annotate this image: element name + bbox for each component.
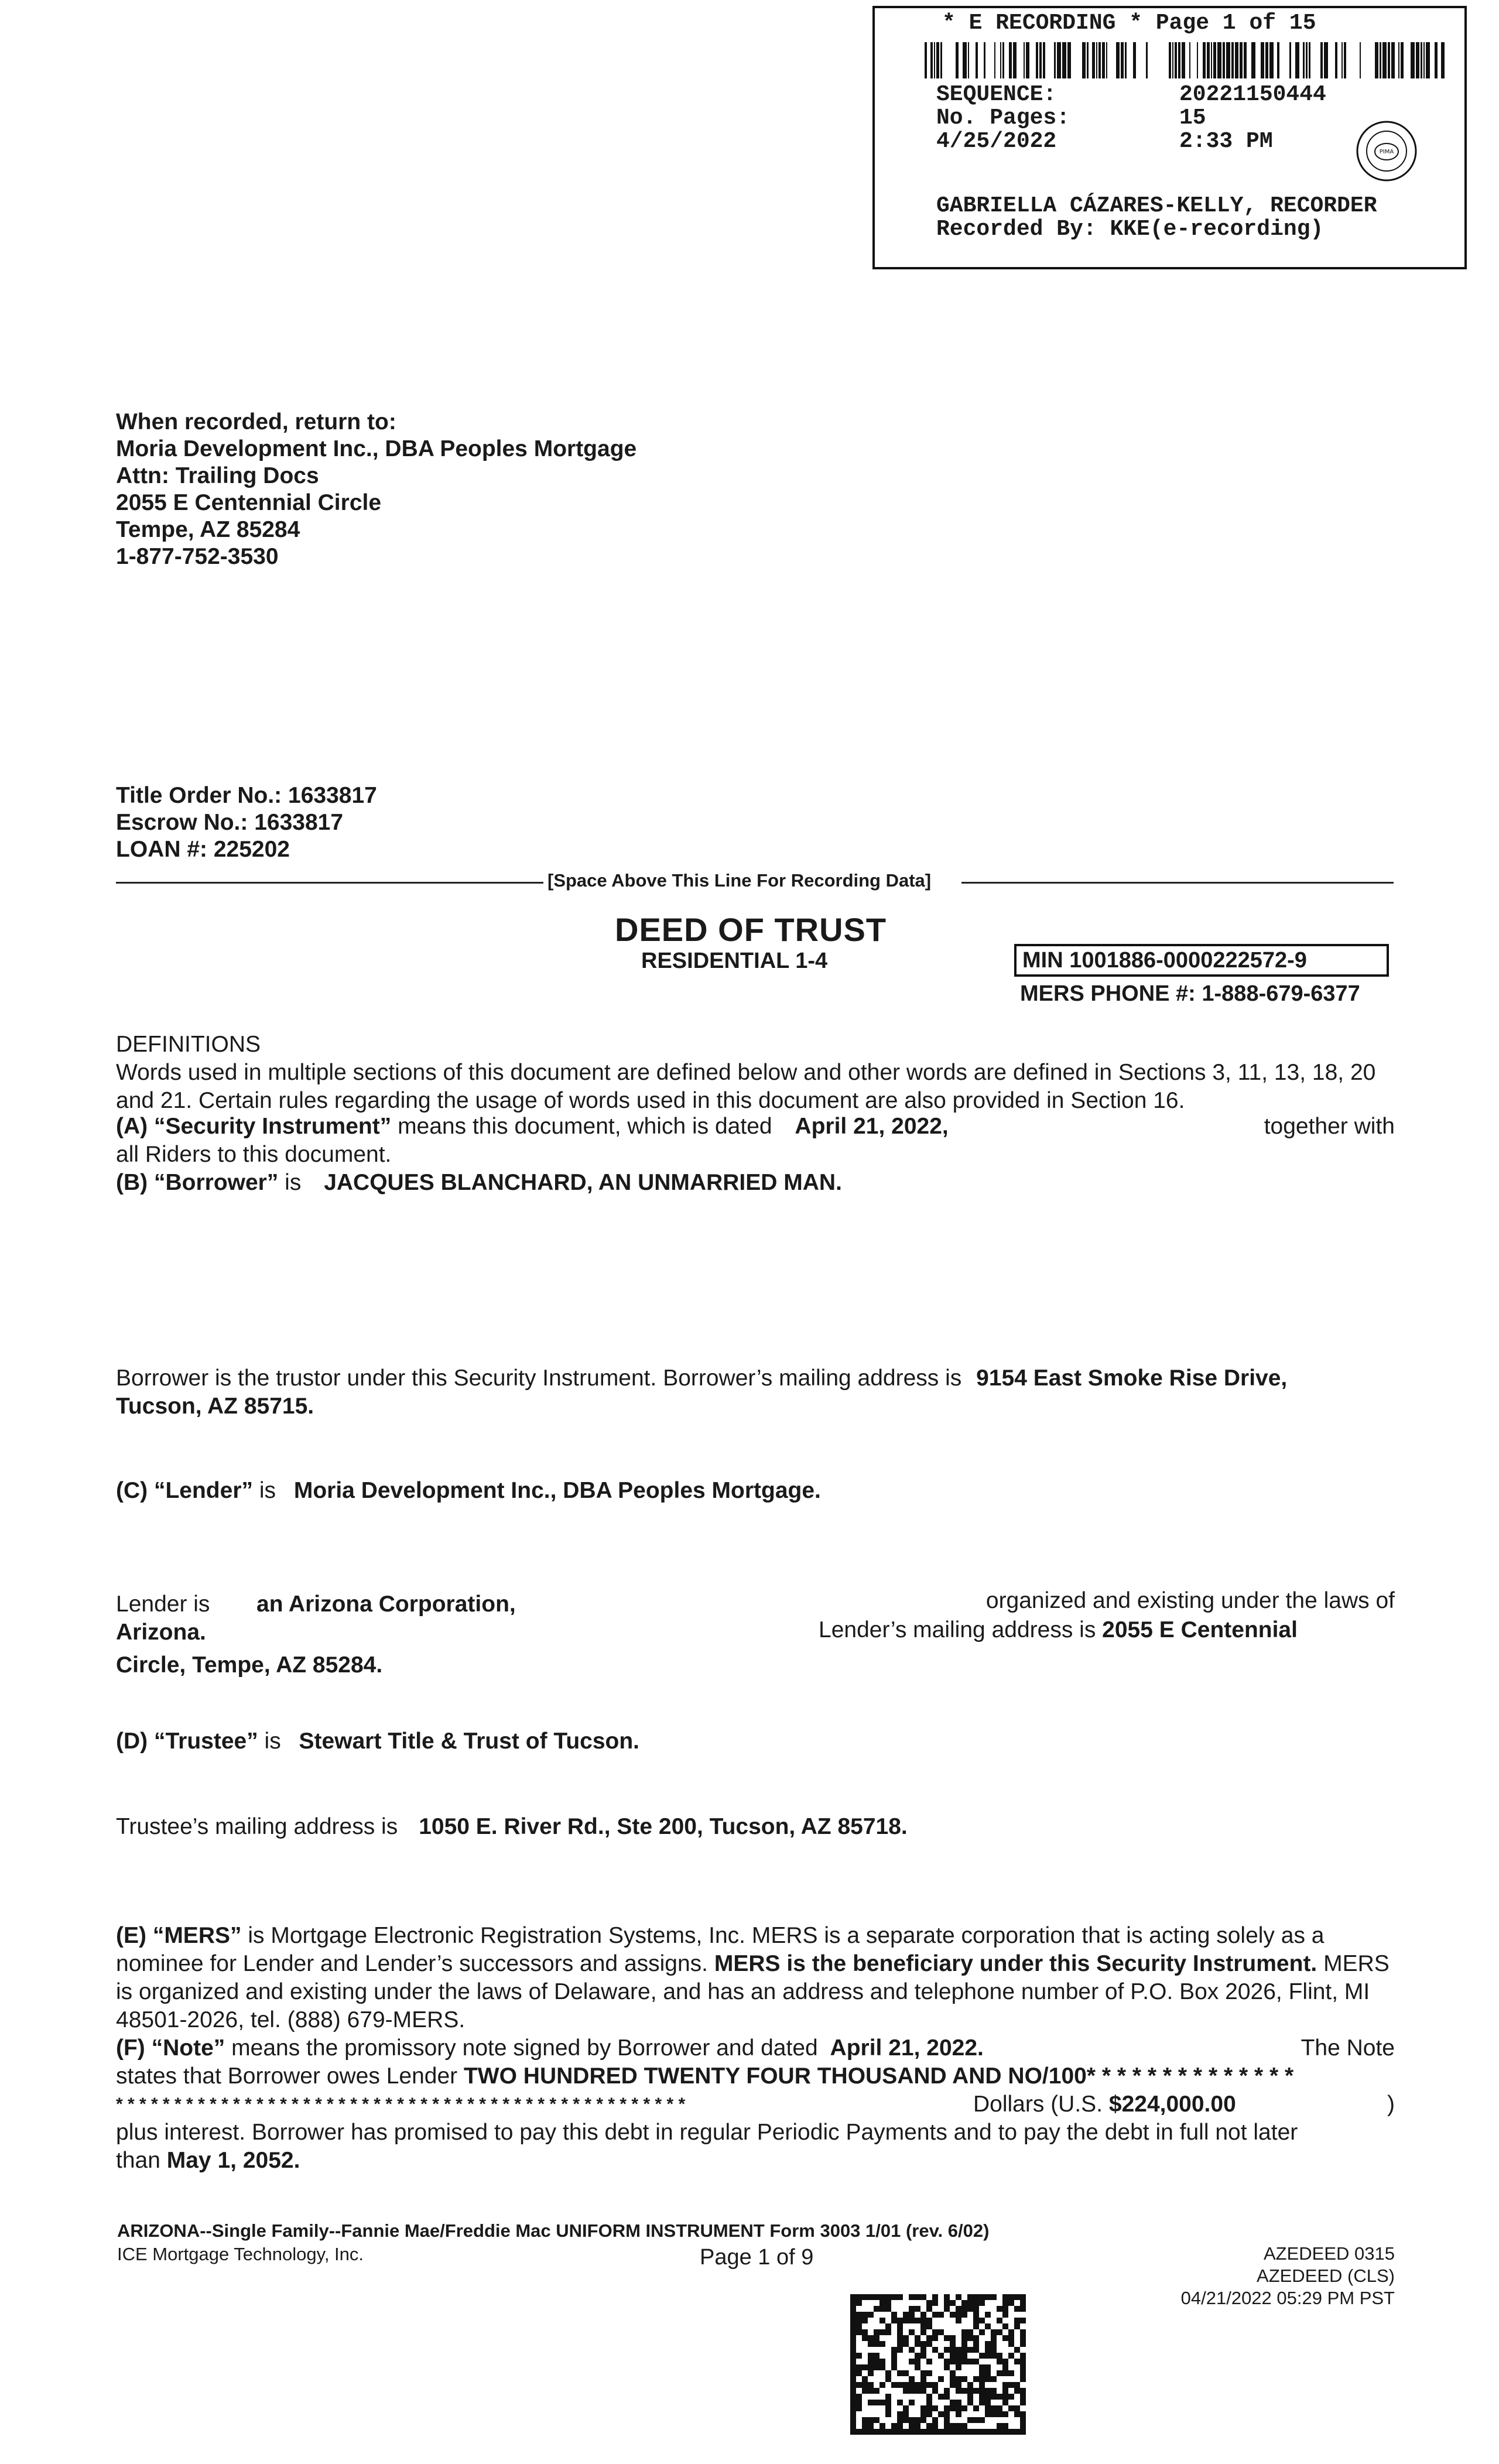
amount-words: TWO HUNDRED TWENTY FOUR THOUSAND AND NO/100* * * * * * * * * * * * * *	[463, 2063, 1294, 2089]
return-attn: Attn: Trailing Docs	[116, 463, 319, 488]
definitions-intro: Words used in multiple sections of this document are defined below and other words are defined in Sections 3, 11, 13, 18, 20 and 21. Certain rules regarding the usage of words used in this document are also provided in Section 16.	[116, 1060, 1376, 1113]
title-order-value: 1633817	[288, 783, 377, 808]
stamp-pages-label: No. Pages:	[936, 105, 1070, 131]
lender-is: Lender is	[116, 1592, 210, 1617]
def-f-label: (F) “Note”	[116, 2035, 225, 2061]
trustor-addr1: 9154 East Smoke Rise Drive,	[976, 1366, 1288, 1391]
title-order-label: Title Order No.:	[116, 783, 282, 808]
document-subtitle: RESIDENTIAL 1-4	[641, 949, 828, 973]
escrow-label: Escrow No.:	[116, 810, 248, 835]
separator-right	[961, 882, 1394, 884]
def-f-tail: The Note	[1300, 2035, 1395, 2061]
lender-state: Arizona.	[116, 1620, 206, 1645]
lender-mail: Lender’s mailing address is	[819, 1617, 1103, 1642]
def-f-owes-line	[116, 2062, 1293, 2090]
barcode-icon	[925, 42, 1446, 78]
lender-name: Moria Development Inc., DBA Peoples Mortgage.	[293, 1478, 821, 1503]
footer-right	[1181, 2243, 1395, 2309]
trustor-text: Borrower is the trustor under this Security Instrument. Borrower’s mailing address is	[116, 1366, 968, 1391]
def-a-tail: together with	[1264, 1114, 1395, 1139]
stamp-recorder: GABRIELLA CÁZARES-KELLY, RECORDER	[936, 193, 1377, 218]
def-f	[116, 2034, 984, 2062]
def-a-date: April 21, 2022,	[795, 1114, 949, 1139]
def-b	[116, 1169, 842, 1197]
borrower-name: JACQUES BLANCHARD, AN UNMARRIED MAN.	[324, 1170, 842, 1195]
footer-timestamp: 04/21/2022 05:29 PM PST	[1180, 2288, 1395, 2308]
min-number: MIN 1001886-0000222572-9	[1014, 944, 1389, 977]
def-b-label: (B) “Borrower”	[116, 1170, 279, 1195]
footer-vendor: ICE Mortgage Technology, Inc.	[117, 2244, 364, 2264]
def-f-than: than	[116, 2148, 167, 2173]
return-city: Tempe, AZ 85284	[116, 517, 300, 542]
mers-phone: MERS PHONE #: 1-888-679-6377	[1020, 981, 1360, 1006]
trustor-addr2: Tucson, AZ 85715.	[116, 1394, 314, 1419]
return-address-block	[116, 409, 636, 570]
def-c	[116, 1477, 821, 1505]
dollars-paren: )	[1387, 2092, 1395, 2117]
def-e-text2: MERS is organized and existing under the laws of Delaware, and has an address and telephone number of P.O. Box 2026, Flint, MI 48501-2026, tel. (888) 679-MERS.	[116, 1951, 1390, 2032]
escrow-value: 1633817	[254, 810, 344, 835]
stamp-date: 4/25/2022	[936, 129, 1057, 154]
def-c-label: (C) “Lender”	[116, 1478, 253, 1503]
footer-form: ARIZONA--Single Family--Fannie Mae/Freddie Mac UNIFORM INSTRUMENT Form 3003 1/01 (rev. 6/02)	[117, 2220, 990, 2241]
stamp-header: * E RECORDING * Page 1 of 15	[942, 11, 1316, 36]
stamp-recorded-by: Recorded By: KKE(e-recording)	[936, 217, 1324, 242]
def-a	[116, 1113, 949, 1141]
loan-amount: $224,000.00	[1108, 2092, 1236, 2117]
lender-org: organized and existing under the laws of	[985, 1588, 1395, 1613]
def-a-label: (A) “Security Instrument”	[116, 1114, 392, 1139]
county-seal-icon	[1355, 119, 1418, 183]
trustee-name: Stewart Title & Trust of Tucson.	[299, 1729, 640, 1754]
def-c-is: is	[253, 1478, 282, 1503]
separator-left	[116, 882, 543, 884]
return-phone: 1-877-752-3530	[116, 544, 279, 569]
stamp-time: 2:33 PM	[1179, 129, 1273, 154]
footer-code2: AZEDEED (CLS)	[1257, 2265, 1395, 2286]
footer-left	[117, 2219, 989, 2266]
stamp-sequence-value: 20221150444	[1179, 82, 1326, 107]
lender-addr1: 2055 E Centennial	[1102, 1617, 1298, 1642]
definitions-heading: DEFINITIONS	[116, 1032, 261, 1057]
document-title: DEED OF TRUST	[615, 911, 887, 948]
def-f-text: means the promissory note signed by Borrower and dated	[225, 2035, 824, 2061]
def-b-is: is	[278, 1170, 308, 1195]
lender-type: an Arizona Corporation,	[256, 1592, 516, 1617]
lender-mail-line	[819, 1616, 1298, 1644]
stamp-pages-value: 15	[1179, 105, 1206, 131]
trustor-line	[116, 1364, 1287, 1392]
def-f-owes: states that Borrower owes Lender	[116, 2063, 464, 2089]
recording-stamp	[872, 6, 1467, 269]
def-f-than-line	[116, 2147, 300, 2175]
maturity-date: May 1, 2052.	[166, 2148, 300, 2173]
def-f-plus: plus interest. Borrower has promised to pay this debt in regular Periodic Payments and to pay the debt in full not later	[116, 2120, 1298, 2145]
trustee-addr: 1050 E. River Rd., Ste 200, Tucson, AZ 85718.	[419, 1814, 908, 1839]
def-a-text: means this document, which is dated	[391, 1114, 779, 1139]
note-date: April 21, 2022.	[830, 2035, 984, 2061]
return-street: 2055 E Centennial Circle	[116, 490, 382, 515]
def-a-tail2: all Riders to this document.	[116, 1142, 392, 1167]
def-d-label: (D) “Trustee”	[116, 1729, 258, 1754]
svg-text:PIMA: PIMA	[1379, 149, 1394, 155]
stamp-sequence-label: SEQUENCE:	[936, 82, 1057, 107]
lender-addr2: Circle, Tempe, AZ 85284.	[116, 1652, 383, 1678]
def-e-bold: MERS is the beneficiary under this Security Instrument.	[714, 1951, 1317, 1976]
page-number: Page 1 of 9	[700, 2245, 814, 2270]
datamatrix-code-icon	[850, 2294, 1026, 2435]
dollars-label: Dollars (U.S.	[973, 2092, 1109, 2117]
amount-stars: * * * * * * * * * * * * * * * * * * * * * * * * * * * * * * * * * * * * * * * * * * * * * * * * *	[116, 2095, 686, 2114]
def-e-label: (E) “MERS”	[116, 1923, 242, 1948]
trustee-mail-line	[116, 1813, 908, 1841]
def-e-text1: is Mortgage Electronic Registration Systems, Inc. MERS is a separate corporation that is acting solely as a nominee for Lender and Lender’s successors and assigns.	[116, 1923, 1325, 1976]
order-numbers	[116, 782, 377, 863]
loan-value: 225202	[213, 837, 290, 862]
loan-label: LOAN #:	[116, 837, 207, 862]
space-above-label: [Space Above This Line For Recording Data]	[547, 870, 932, 891]
def-e	[116, 1922, 1395, 2034]
def-d	[116, 1727, 639, 1755]
return-company: Moria Development Inc., DBA Peoples Mortgage	[116, 436, 637, 461]
def-d-is: is	[258, 1729, 288, 1754]
trustee-mail: Trustee’s mailing address is	[116, 1814, 398, 1839]
dollars-line	[973, 2090, 1236, 2119]
footer-code1: AZEDEED 0315	[1264, 2243, 1395, 2264]
return-label: When recorded, return to:	[116, 409, 396, 434]
